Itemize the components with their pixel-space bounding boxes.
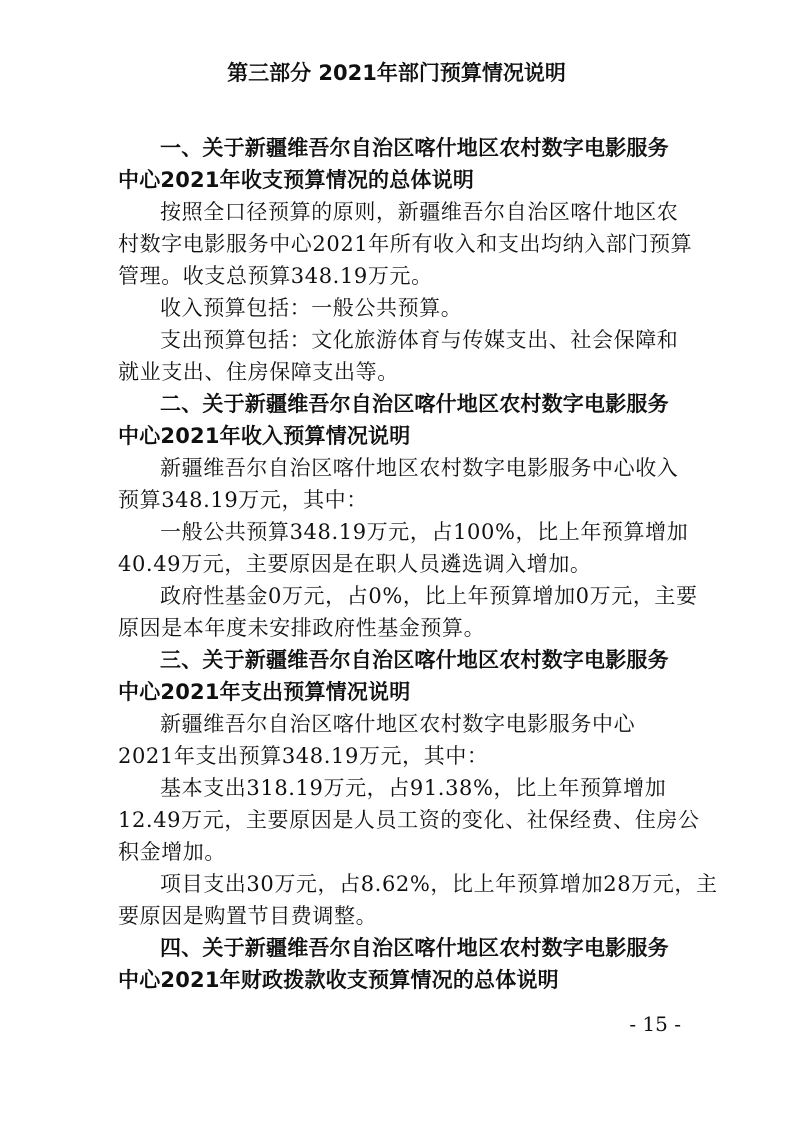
section-heading-line: 二、关于新疆维吾尔自治区喀什地区农村数字电影服务 xyxy=(160,392,669,416)
paragraph-line: 积金增加。 xyxy=(118,840,226,864)
paragraph-line: 12.49万元，主要原因是人员工资的变化、社保经费、住房公 xyxy=(118,808,700,832)
paragraph-line: 村数字电影服务中心2021年所有收入和支出均纳入部门预算 xyxy=(118,232,693,256)
paragraph-line: 新疆维吾尔自治区喀什地区农村数字电影服务中心 xyxy=(160,712,636,736)
paragraph-line: 项目支出30万元，占8.62%，比上年预算增加28万元，主 xyxy=(160,872,718,896)
section-heading-line: 三、关于新疆维吾尔自治区喀什地区农村数字电影服务 xyxy=(160,648,669,672)
paragraph-line: 2021年支出预算348.19万元，其中： xyxy=(118,744,489,768)
section-heading-line: 中心2021年支出预算情况说明 xyxy=(118,680,411,704)
paragraph-line: 原因是本年度未安排政府性基金预算。 xyxy=(118,616,486,640)
page-title: 第三部分 2021年部门预算情况说明 xyxy=(227,61,566,85)
section-heading-line: 中心2021年财政拨款收支预算情况的总体说明 xyxy=(118,968,559,992)
section-heading-line: 中心2021年收支预算情况的总体说明 xyxy=(118,168,475,192)
paragraph-line: 按照全口径预算的原则，新疆维吾尔自治区喀什地区农 xyxy=(160,200,679,224)
paragraph-line: 管理。收支总预算348.19万元。 xyxy=(118,264,433,288)
page-number: - 15 - xyxy=(629,1012,681,1036)
paragraph-line: 基本支出318.19万元，占91.38%，比上年预算增加 xyxy=(160,776,667,800)
paragraph-line: 一般公共预算348.19万元，占100%，比上年预算增加 xyxy=(160,520,689,544)
section-heading-line: 四、关于新疆维吾尔自治区喀什地区农村数字电影服务 xyxy=(160,936,669,960)
paragraph-line: 政府性基金0万元，占0%，比上年预算增加0万元，主要 xyxy=(160,584,698,608)
paragraph-line: 新疆维吾尔自治区喀什地区农村数字电影服务中心收入 xyxy=(160,456,679,480)
paragraph-line: 40.49万元，主要原因是在职人员遴选调入增加。 xyxy=(118,552,592,576)
paragraph-line: 就业支出、住房保障支出等。 xyxy=(118,360,399,384)
section-heading-line: 一、关于新疆维吾尔自治区喀什地区农村数字电影服务 xyxy=(160,136,669,160)
paragraph-line: 预算348.19万元，其中： xyxy=(118,488,368,512)
section-heading-line: 中心2021年收入预算情况说明 xyxy=(118,424,411,448)
paragraph-line: 要原因是购置节目费调整。 xyxy=(118,904,378,928)
document-body xyxy=(118,132,718,996)
paragraph-line: 收入预算包括：一般公共预算。 xyxy=(160,296,463,320)
paragraph-line: 支出预算包括：文化旅游体育与传媒支出、社会保障和 xyxy=(160,328,679,352)
